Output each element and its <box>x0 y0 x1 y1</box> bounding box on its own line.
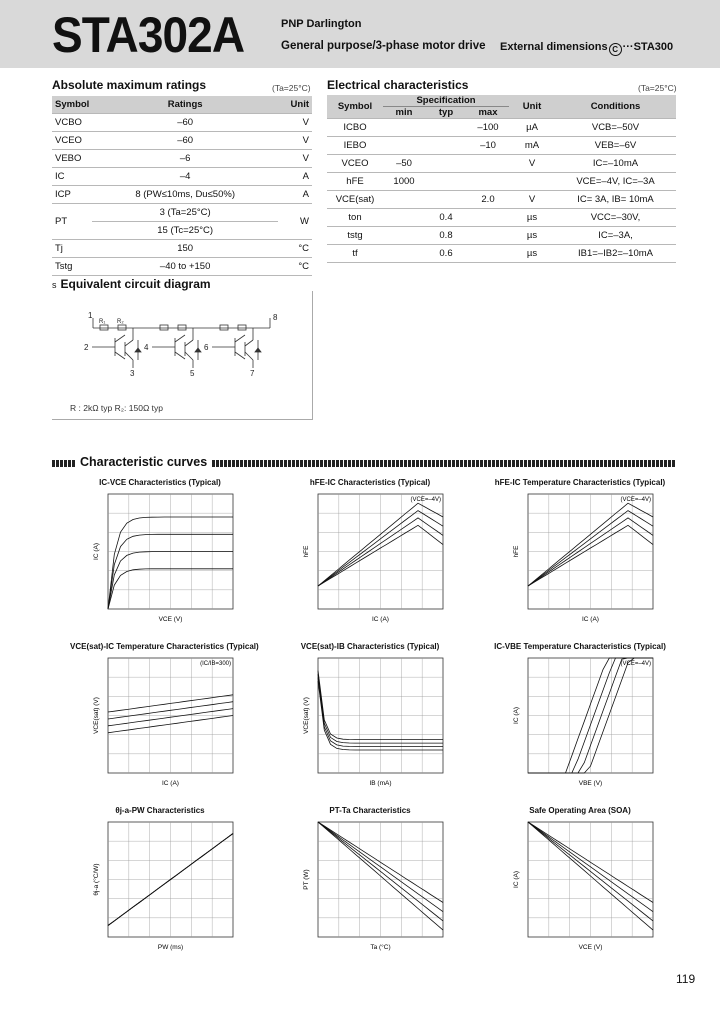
table-row <box>327 245 676 263</box>
y-axis-label: VCE(sat) (V) <box>93 697 100 734</box>
chart-title-ic-vbe-temp: IC-VBE Temperature Characteristics (Typical) <box>494 642 666 651</box>
table-row <box>52 132 312 150</box>
cell-min <box>383 209 425 227</box>
cell-cond: IC=–10mA <box>555 155 676 173</box>
cell-unit: A <box>278 168 312 186</box>
table-row <box>52 168 312 186</box>
y-axis-label: hFE <box>513 545 520 558</box>
ext-dim-package: ···STA300 <box>622 41 674 53</box>
x-axis-label: IB (mA) <box>369 780 392 787</box>
chart-title-soa: Safe Operating Area (SOA) <box>529 806 631 815</box>
cell-cond: IC= 3A, IB= 10mA <box>555 191 676 209</box>
col-min: min <box>383 107 425 119</box>
pin-4: 4 <box>144 343 149 352</box>
x-axis-label: Ta (°C) <box>370 944 391 951</box>
cell-unit: W <box>278 204 312 240</box>
cell-unit: V <box>278 132 312 150</box>
cell-rating: –4 <box>92 168 278 186</box>
table-row <box>327 155 676 173</box>
cell-unit: V <box>509 155 555 173</box>
cell-min <box>383 137 425 155</box>
cell-symbol: ton <box>327 209 383 227</box>
chart-title-hfe-ic: hFE-IC Characteristics (Typical) <box>309 478 431 487</box>
pin-1: 1 <box>88 311 93 320</box>
part-number: STA302A <box>52 7 245 63</box>
table-row <box>52 204 312 222</box>
x-axis-label: VCE (V) <box>578 944 603 951</box>
cell-max <box>467 209 509 227</box>
chart-hfe-ic-temp <box>510 490 670 630</box>
x-axis-label: PW (ms) <box>157 944 184 951</box>
cell-symbol: VCBO <box>52 114 92 132</box>
pin-6: 6 <box>204 343 209 352</box>
cell-min: –50 <box>383 155 425 173</box>
chart-title-vcesat-ib: VCE(sat)-IB Characteristics (Typical) <box>300 642 440 651</box>
cell-max <box>467 155 509 173</box>
cell-symbol: IC <box>52 168 92 186</box>
cell-min: 1000 <box>383 173 425 191</box>
x-axis-label: IC (A) <box>162 780 179 787</box>
chart-hfe-ic <box>300 490 460 630</box>
cell-max <box>467 173 509 191</box>
table-row <box>52 150 312 168</box>
cell-unit: A <box>278 186 312 204</box>
cell-typ: 0.6 <box>425 245 467 263</box>
col-unit: Unit <box>509 95 555 119</box>
cell-unit: µs <box>509 245 555 263</box>
cell-unit: mA <box>509 137 555 155</box>
abs-max-table <box>52 96 312 276</box>
chart-title-pt-ta: PT-Ta Characteristics <box>329 806 411 815</box>
cell-typ <box>425 191 467 209</box>
elec-condition: (Ta=25°C) <box>638 83 677 93</box>
pin-2: 2 <box>84 343 89 352</box>
cell-unit: V <box>509 191 555 209</box>
cell-rating: 150 <box>92 240 278 258</box>
chart-vcesat-ib <box>300 654 460 794</box>
chart-ic-vce <box>90 490 250 630</box>
cell-min <box>383 119 425 137</box>
chart-note: (VCE=–4V) <box>410 497 441 503</box>
y-axis-label: θj-a (°C/W) <box>93 863 100 896</box>
table-row <box>52 258 312 276</box>
cell-symbol: IEBO <box>327 137 383 155</box>
abs-max-title: Absolute maximum ratings <box>52 78 207 92</box>
y-axis-label: IC (A) <box>513 707 520 724</box>
col-symbol: Symbol <box>52 96 92 114</box>
circuit-marker: s <box>52 280 57 290</box>
elec-table <box>327 95 676 263</box>
table-row <box>327 173 676 191</box>
cell-rating: 8 (PW≤10ms, Du≤50%) <box>92 186 278 204</box>
pin-8: 8 <box>273 313 278 322</box>
x-axis-label: VCE (V) <box>158 616 183 623</box>
table-row <box>52 240 312 258</box>
x-axis-label: IC (A) <box>582 616 599 623</box>
cell-unit: µs <box>509 209 555 227</box>
elec-title: Electrical characteristics <box>327 78 469 92</box>
cell-unit: µs <box>509 227 555 245</box>
package-c-mark: C <box>609 43 622 56</box>
table-row <box>327 191 676 209</box>
chart-vcesat-ic-temp <box>90 654 250 794</box>
chart-title-ic-vce: IC-VCE Characteristics (Typical) <box>99 478 221 487</box>
cell-cond: IC=–3A, <box>555 227 676 245</box>
cell-unit: µA <box>509 119 555 137</box>
chart-note: (IC/IB=300) <box>200 661 231 667</box>
pin-7: 7 <box>250 369 255 378</box>
cell-unit: V <box>278 114 312 132</box>
chart-ic-vbe-temp <box>510 654 670 794</box>
cell-rating: –60 <box>92 132 278 150</box>
cell-unit: °C <box>278 258 312 276</box>
curves-section-bar <box>52 455 676 469</box>
cell-cond: IB1=–IB2=–10mA <box>555 245 676 263</box>
circuit-title-text: Equivalent circuit diagram <box>60 277 211 291</box>
cell-unit: °C <box>278 240 312 258</box>
cell-min <box>383 227 425 245</box>
col-unit: Unit <box>278 96 312 114</box>
cell-symbol: Tj <box>52 240 92 258</box>
table-row <box>52 114 312 132</box>
cell-symbol: tf <box>327 245 383 263</box>
chart-note: (VCE=–4V) <box>620 661 651 667</box>
cell-symbol: VCEO <box>327 155 383 173</box>
table-row <box>327 209 676 227</box>
cell-symbol: hFE <box>327 173 383 191</box>
table-row <box>52 186 312 204</box>
table-row <box>327 119 676 137</box>
device-subtype: PNP Darlington <box>281 18 362 30</box>
cell-unit <box>509 173 555 191</box>
pin-5: 5 <box>190 369 195 378</box>
cell-rating: –6 <box>92 150 278 168</box>
chart-title-hfe-ic-temp: hFE-IC Temperature Characteristics (Typical) <box>494 478 666 487</box>
page-number: 119 <box>676 972 696 986</box>
cell-typ <box>425 119 467 137</box>
curves-title: Characteristic curves <box>76 455 211 469</box>
circuit-title <box>52 277 211 291</box>
col-typ: typ <box>425 107 467 119</box>
chart-note: (VCE=–4V) <box>620 497 651 503</box>
cell-rating: 15 (Tc=25°C) <box>92 222 278 240</box>
circuit-diagram <box>70 310 290 380</box>
x-axis-label: IC (A) <box>372 616 389 623</box>
resistor-note: R : 2kΩ typ R₂: 150Ω typ <box>70 403 164 413</box>
col-symbol: Symbol <box>327 95 383 119</box>
x-axis-label: VBE (V) <box>578 780 603 787</box>
cell-symbol: VCE(sat) <box>327 191 383 209</box>
ext-dim-label: External dimensions <box>500 41 608 53</box>
cell-symbol: ICP <box>52 186 92 204</box>
cell-typ <box>425 155 467 173</box>
y-axis-label: PT (W) <box>303 869 310 890</box>
y-axis-label: IC (A) <box>93 543 100 560</box>
cell-min <box>383 191 425 209</box>
cell-cond: VCC=–30V, <box>555 209 676 227</box>
cell-rating: –40 to +150 <box>92 258 278 276</box>
cell-typ: 0.4 <box>425 209 467 227</box>
pin-3: 3 <box>130 369 135 378</box>
y-axis-label: VCE(sat) (V) <box>303 697 310 734</box>
cell-symbol: VEBO <box>52 150 92 168</box>
cell-symbol: ICBO <box>327 119 383 137</box>
cell-typ: 0.8 <box>425 227 467 245</box>
cell-symbol: tstg <box>327 227 383 245</box>
cell-cond: VEB=–6V <box>555 137 676 155</box>
col-max: max <box>467 107 509 119</box>
external-dimensions <box>500 41 673 56</box>
chart-title-vcesat-ic-temp: VCE(sat)-IC Temperature Characteristics (Typical) <box>70 642 259 651</box>
abs-max-condition: (Ta=25°C) <box>272 83 311 93</box>
col-specification: Specification <box>383 95 509 107</box>
cell-symbol: Tstg <box>52 258 92 276</box>
cell-rating: 3 (Ta=25°C) <box>92 204 278 222</box>
cell-symbol: VCEO <box>52 132 92 150</box>
cell-min <box>383 245 425 263</box>
chart-soa <box>510 818 670 958</box>
table-row <box>327 137 676 155</box>
device-description: General purpose/3-phase motor drive <box>281 40 486 52</box>
cell-max: 2.0 <box>467 191 509 209</box>
cell-typ <box>425 173 467 191</box>
cell-max <box>467 245 509 263</box>
cell-max <box>467 227 509 245</box>
y-axis-label: IC (A) <box>513 871 520 888</box>
col-conditions: Conditions <box>555 95 676 119</box>
chart-theta-pw <box>90 818 250 958</box>
cell-max: –100 <box>467 119 509 137</box>
table-row <box>327 227 676 245</box>
chart-pt-ta <box>300 818 460 958</box>
cell-unit: V <box>278 150 312 168</box>
cell-cond: VCE=–4V, IC=–3A <box>555 173 676 191</box>
cell-rating: –60 <box>92 114 278 132</box>
label-r1: R₁ <box>99 319 106 325</box>
y-axis-label: hFE <box>303 545 310 558</box>
chart-title-theta-pw: θj-a-PW Characteristics <box>115 806 205 815</box>
cell-symbol: PT <box>52 204 92 240</box>
cell-cond: VCB=–50V <box>555 119 676 137</box>
label-r2: R₂ <box>117 319 124 325</box>
cell-typ <box>425 137 467 155</box>
col-ratings: Ratings <box>92 96 278 114</box>
cell-max: –10 <box>467 137 509 155</box>
